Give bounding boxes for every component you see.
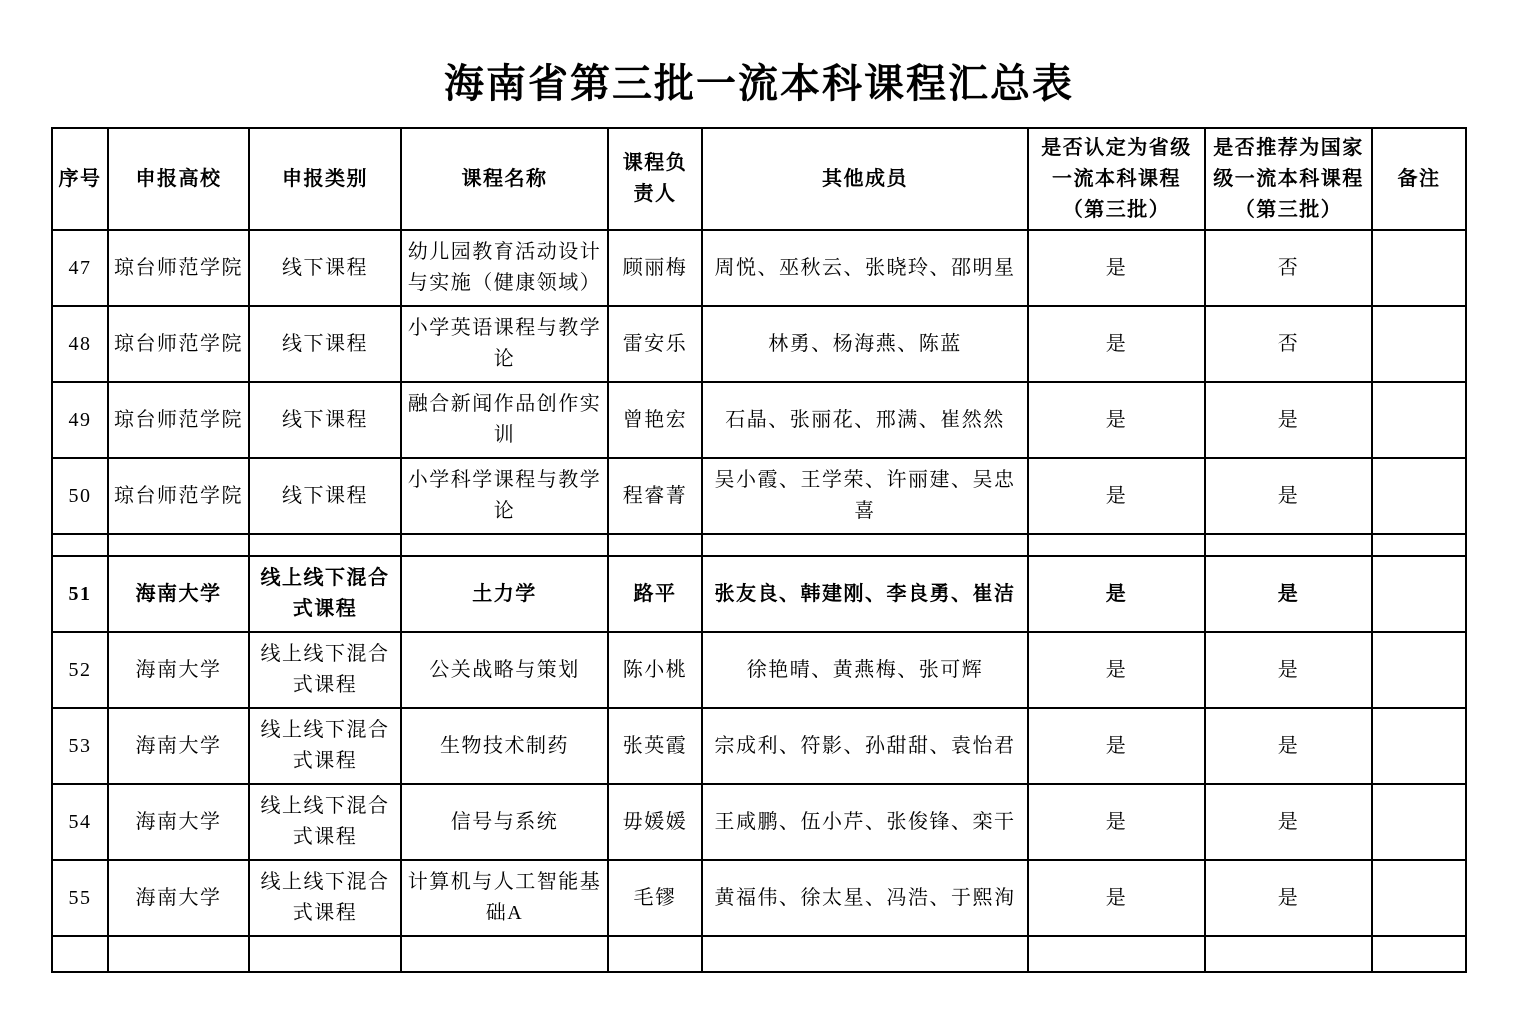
cell-national <box>1205 534 1372 556</box>
cell-provincial: 是 <box>1028 784 1205 860</box>
table-row <box>52 632 1466 708</box>
table-row <box>52 382 1466 458</box>
cell-national: 否 <box>1205 306 1372 382</box>
cell-leader: 路平 <box>608 556 702 632</box>
cell-index <box>52 534 108 556</box>
cell-members: 徐艳晴、黄燕梅、张可辉 <box>702 632 1028 708</box>
cell-leader: 雷安乐 <box>608 306 702 382</box>
cell-remarks <box>1372 230 1466 306</box>
cell-index: 55 <box>52 860 108 936</box>
cell-school: 海南大学 <box>108 784 249 860</box>
cell-provincial: 是 <box>1028 860 1205 936</box>
table-row <box>52 708 1466 784</box>
column-header-members: 其他成员 <box>702 128 1028 230</box>
cell-members: 黄福伟、徐太星、冯浩、于熙洵 <box>702 860 1028 936</box>
cell-category: 线下课程 <box>249 458 401 534</box>
column-header-provincial: 是否认定为省级一流本科课程（第三批） <box>1028 128 1205 230</box>
column-header-school: 申报高校 <box>108 128 249 230</box>
cell-national: 是 <box>1205 860 1372 936</box>
table-row <box>52 556 1466 632</box>
cell-leader: 曾艳宏 <box>608 382 702 458</box>
column-header-index: 序号 <box>52 128 108 230</box>
cell-category: 线上线下混合式课程 <box>249 784 401 860</box>
column-header-leader: 课程负责人 <box>608 128 702 230</box>
cell-course-name <box>401 936 608 972</box>
table-row <box>52 860 1466 936</box>
cell-school: 海南大学 <box>108 632 249 708</box>
cell-school <box>108 936 249 972</box>
cell-school: 琼台师范学院 <box>108 230 249 306</box>
cell-remarks <box>1372 632 1466 708</box>
cell-category: 线下课程 <box>249 382 401 458</box>
cell-course-name: 计算机与人工智能基础A <box>401 860 608 936</box>
cell-course-name: 小学英语课程与教学论 <box>401 306 608 382</box>
cell-leader: 毛镠 <box>608 860 702 936</box>
cell-remarks <box>1372 306 1466 382</box>
cell-provincial: 是 <box>1028 458 1205 534</box>
cell-index: 51 <box>52 556 108 632</box>
cell-remarks <box>1372 534 1466 556</box>
cell-remarks <box>1372 458 1466 534</box>
cell-course-name: 幼儿园教育活动设计与实施（健康领域） <box>401 230 608 306</box>
cell-category: 线上线下混合式课程 <box>249 708 401 784</box>
cell-remarks <box>1372 556 1466 632</box>
column-header-category: 申报类别 <box>249 128 401 230</box>
cell-national: 是 <box>1205 784 1372 860</box>
cell-category <box>249 534 401 556</box>
cell-remarks <box>1372 708 1466 784</box>
cell-leader <box>608 534 702 556</box>
cell-members: 周悦、巫秋云、张晓玲、邵明星 <box>702 230 1028 306</box>
cell-index: 47 <box>52 230 108 306</box>
cell-remarks <box>1372 784 1466 860</box>
cell-provincial: 是 <box>1028 230 1205 306</box>
cell-school: 琼台师范学院 <box>108 306 249 382</box>
cell-remarks <box>1372 382 1466 458</box>
cell-leader: 程睿菁 <box>608 458 702 534</box>
cell-members: 宗成利、符影、孙甜甜、袁怡君 <box>702 708 1028 784</box>
cell-provincial: 是 <box>1028 382 1205 458</box>
cell-leader: 张英霞 <box>608 708 702 784</box>
cell-category: 线上线下混合式课程 <box>249 860 401 936</box>
cell-provincial <box>1028 936 1205 972</box>
cell-provincial: 是 <box>1028 632 1205 708</box>
header-row <box>52 128 1466 230</box>
page-title: 海南省第三批一流本科课程汇总表 <box>444 61 1074 106</box>
cell-index: 48 <box>52 306 108 382</box>
cell-course-name: 土力学 <box>401 556 608 632</box>
cell-national: 是 <box>1205 458 1372 534</box>
cell-members: 张友良、韩建刚、李良勇、崔洁 <box>702 556 1028 632</box>
cell-national: 是 <box>1205 556 1372 632</box>
cell-course-name: 信号与系统 <box>401 784 608 860</box>
table-row <box>52 458 1466 534</box>
cell-index: 49 <box>52 382 108 458</box>
cell-course-name: 小学科学课程与教学论 <box>401 458 608 534</box>
cell-category: 线下课程 <box>249 306 401 382</box>
spacer-row <box>52 534 1466 556</box>
table-row <box>52 306 1466 382</box>
cell-leader: 陈小桃 <box>608 632 702 708</box>
cell-provincial: 是 <box>1028 306 1205 382</box>
cell-members: 林勇、杨海燕、陈蓝 <box>702 306 1028 382</box>
cell-members: 王咸鹏、伍小芹、张俊锋、栾干 <box>702 784 1028 860</box>
cell-course-name <box>401 534 608 556</box>
cell-national: 否 <box>1205 230 1372 306</box>
cell-category: 线下课程 <box>249 230 401 306</box>
cell-members: 吴小霞、王学荣、许丽建、吴忠喜 <box>702 458 1028 534</box>
cell-course-name: 生物技术制药 <box>401 708 608 784</box>
cell-provincial: 是 <box>1028 708 1205 784</box>
cell-leader: 毋媛媛 <box>608 784 702 860</box>
cell-school: 海南大学 <box>108 708 249 784</box>
cell-national: 是 <box>1205 382 1372 458</box>
cell-national <box>1205 936 1372 972</box>
cell-leader <box>608 936 702 972</box>
trailing-row <box>52 936 1466 972</box>
cell-provincial <box>1028 534 1205 556</box>
column-header-national: 是否推荐为国家级一流本科课程（第三批） <box>1205 128 1372 230</box>
cell-national: 是 <box>1205 632 1372 708</box>
cell-category <box>249 936 401 972</box>
cell-members: 石晶、张丽花、邢满、崔然然 <box>702 382 1028 458</box>
cell-school <box>108 534 249 556</box>
cell-school: 琼台师范学院 <box>108 458 249 534</box>
cell-members <box>702 936 1028 972</box>
cell-index <box>52 936 108 972</box>
table-body <box>52 230 1466 972</box>
cell-index: 52 <box>52 632 108 708</box>
cell-index: 50 <box>52 458 108 534</box>
cell-provincial: 是 <box>1028 556 1205 632</box>
cell-course-name: 公关战略与策划 <box>401 632 608 708</box>
cell-leader: 顾丽梅 <box>608 230 702 306</box>
cell-remarks <box>1372 860 1466 936</box>
cell-course-name: 融合新闻作品创作实训 <box>401 382 608 458</box>
column-header-remarks: 备注 <box>1372 128 1466 230</box>
table-row <box>52 784 1466 860</box>
cell-remarks <box>1372 936 1466 972</box>
cell-national: 是 <box>1205 708 1372 784</box>
cell-school: 海南大学 <box>108 860 249 936</box>
cell-category: 线上线下混合式课程 <box>249 632 401 708</box>
cell-index: 53 <box>52 708 108 784</box>
cell-index: 54 <box>52 784 108 860</box>
column-header-course-name: 课程名称 <box>401 128 608 230</box>
table-row <box>52 230 1466 306</box>
courses-table <box>51 127 1467 973</box>
cell-school: 琼台师范学院 <box>108 382 249 458</box>
cell-members <box>702 534 1028 556</box>
cell-category: 线上线下混合式课程 <box>249 556 401 632</box>
cell-school: 海南大学 <box>108 556 249 632</box>
